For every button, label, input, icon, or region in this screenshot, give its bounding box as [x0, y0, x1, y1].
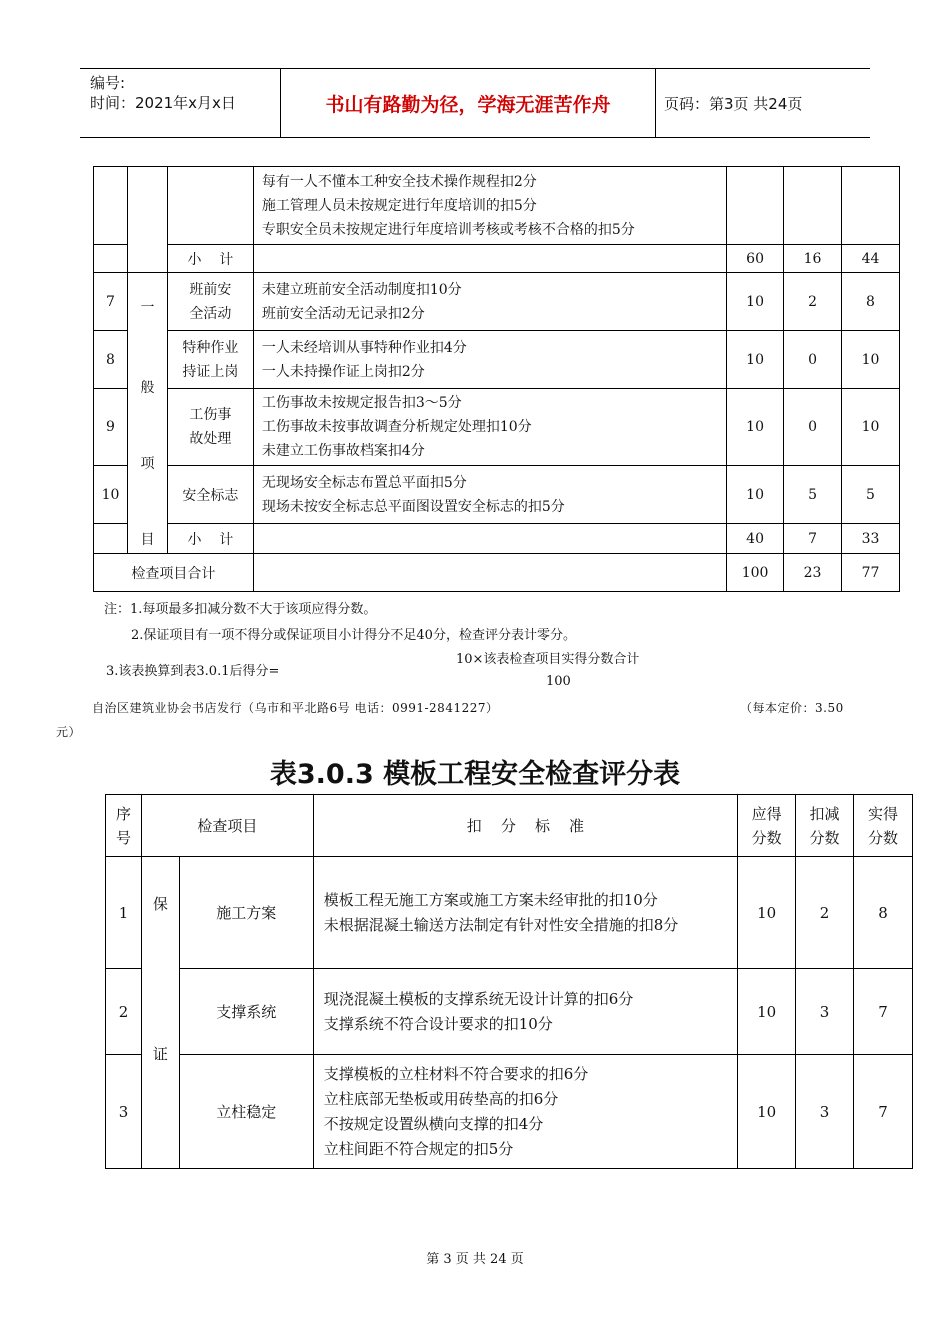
rules-cell: 现浇混凝土模板的支撑系统无设计计算的扣6分 支撑系统不符合设计要求的扣10分 [313, 969, 737, 1055]
score-table-continued [93, 166, 900, 592]
subtotal-row [94, 245, 900, 273]
due-score: 10 [738, 857, 796, 969]
deduct-score: 16 [784, 245, 842, 273]
serial-label: 编号: [90, 74, 126, 92]
table-row [106, 857, 913, 969]
actual-score: 33 [842, 524, 900, 554]
header-motto: 书山有路勤为径，学海无涯苦作舟 [280, 69, 656, 137]
check-item: 工伤事 故处理 [167, 389, 253, 466]
deduct-score: 2 [796, 857, 854, 969]
deduct-score: 23 [784, 554, 842, 592]
row-number: 9 [94, 389, 128, 466]
deduct-score: 7 [784, 524, 842, 554]
deduct-score: 3 [796, 969, 854, 1055]
header-due: 应得 分数 [738, 795, 796, 857]
header-page-code: 页码：第3页 共24页 [664, 94, 803, 113]
rules-cell: 模板工程无施工方案或施工方案未经审批的扣10分 未根据混凝土输送方法制定有针对性安全措施的扣8分 [313, 857, 737, 969]
total-label: 检查项目合计 [94, 554, 254, 592]
header-item: 检查项目 [141, 795, 313, 857]
actual-score: 7 [854, 969, 913, 1055]
actual-score: 10 [842, 331, 900, 389]
rules-cell: 未建立班前安全活动制度扣10分 班前安全活动无记录扣2分 [253, 273, 726, 331]
actual-score: 7 [854, 1055, 913, 1169]
note-3: 3.该表换算到表3.0.1后得分= [106, 664, 280, 679]
total-row [94, 554, 900, 592]
actual-score: 5 [842, 466, 900, 524]
rules-cell: 无现场安全标志布置总平面扣5分 现场未按安全标志总平面图设置安全标志的扣5分 [253, 466, 726, 524]
table-row [106, 969, 913, 1055]
deduct-score: 0 [784, 389, 842, 466]
deduct-score: 5 [784, 466, 842, 524]
due-score: 100 [727, 554, 784, 592]
formula-denominator: 100 [546, 674, 571, 689]
row-number: 1 [106, 857, 142, 969]
page-footer: 第 3 页 共 24 页 [426, 1252, 524, 1267]
check-item: 安全标志 [167, 466, 253, 524]
due-score: 60 [727, 245, 784, 273]
header-meta [80, 69, 280, 137]
actual-score: 8 [854, 857, 913, 969]
due-score: 10 [727, 466, 784, 524]
row-number: 8 [94, 331, 128, 389]
rules-cell: 支撑模板的立柱材料不符合要求的扣6分 立柱底部无垫板或用砖垫高的扣6分 不按规定设置纵横向支撑的扣4分 立柱间距不符合规定的扣5分 [313, 1055, 737, 1169]
note-2: 2.保证项目有一项不得分或保证项目小计得分不足40分，检查评分表计零分。 [131, 628, 576, 643]
due-score: 10 [727, 273, 784, 331]
header-no: 序 号 [106, 795, 142, 857]
rules-cell: 一人未经培训从事特种作业扣4分 一人未持操作证上岗扣2分 [253, 331, 726, 389]
group-label: 一 般 项 目 [127, 273, 167, 554]
row-number: 2 [106, 969, 142, 1055]
actual-score: 77 [842, 554, 900, 592]
row-number: 10 [94, 466, 128, 524]
rules-cell: 工伤事故未按规定报告扣3～5分 工伤事故未按事故调查分析规定处理扣10分 未建立工伤事故档案扣4分 [253, 389, 726, 466]
check-item: 施工方案 [179, 857, 313, 969]
table-row [94, 167, 900, 245]
table-row [94, 331, 900, 389]
time-label: 时间：2021年x月x日 [90, 94, 236, 112]
check-item: 立柱稳定 [179, 1055, 313, 1169]
price-info-end: 元） [56, 725, 82, 739]
row-number: 3 [106, 1055, 142, 1169]
deduct-score: 2 [784, 273, 842, 331]
header-standard: 扣 分 标 准 [313, 795, 737, 857]
note-1: 注：1.每项最多扣减分数不大于该项应得分数。 [104, 602, 377, 617]
check-item: 班前安 全活动 [167, 273, 253, 331]
group-label: 保 证 [141, 857, 179, 1169]
subtotal-row [94, 524, 900, 554]
header-deduct: 扣减 分数 [796, 795, 854, 857]
rules-cell: 每有一人不懂本工种安全技术操作规程扣2分 施工管理人员未按规定进行年度培训的扣5分 专职安全员未按规定进行年度培训考核或考核不合格的扣5分 [253, 167, 726, 245]
table-row [94, 273, 900, 331]
header-actual: 实得 分数 [854, 795, 913, 857]
actual-score: 8 [842, 273, 900, 331]
table-title: 表3.0.3 模板工程安全检查评分表 [269, 759, 681, 790]
check-item: 特种作业 持证上岗 [167, 331, 253, 389]
formula-numerator: 10×该表检查项目实得分数合计 [456, 652, 640, 667]
page-header [80, 68, 870, 138]
subtotal-label: 小 计 [167, 524, 253, 554]
due-score: 40 [727, 524, 784, 554]
due-score: 10 [738, 969, 796, 1055]
row-number: 7 [94, 273, 128, 331]
actual-score: 10 [842, 389, 900, 466]
publisher-info: 自治区建筑业协会书店发行（乌市和平北路6号 电话：0991-2841227） [92, 701, 499, 715]
check-item: 支撑系统 [179, 969, 313, 1055]
price-info: （每本定价：3.50 [740, 701, 844, 715]
subtotal-label: 小 计 [167, 245, 253, 273]
deduct-score: 0 [784, 331, 842, 389]
due-score: 10 [727, 331, 784, 389]
table-row [106, 1055, 913, 1169]
deduct-score: 3 [796, 1055, 854, 1169]
table-header-row [106, 795, 913, 857]
table-row [94, 389, 900, 466]
table-row [94, 466, 900, 524]
due-score: 10 [727, 389, 784, 466]
due-score: 10 [738, 1055, 796, 1169]
actual-score: 44 [842, 245, 900, 273]
formwork-score-table [105, 794, 913, 1169]
